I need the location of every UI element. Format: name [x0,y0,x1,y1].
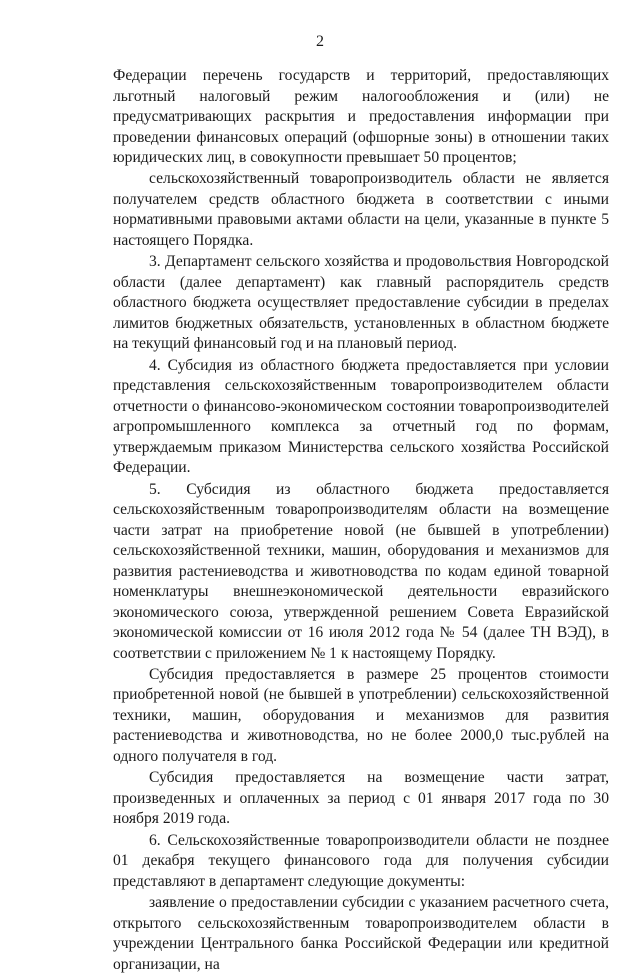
paragraph-application: заявление о предоставлении субсидии с указанием расчетного счета, открытого сельскохозяйственным товаропроизводителем области в учреждении Центрального банка Российской Федерации или кредитной организации, на [113,894,609,973]
paragraph-not-recipient: сельскохозяйственный товаропроизводитель области не является получателем средств областного бюджета в соответствии с иными нормативными правовыми актами области на цели, указанные в пункте 5 настоящего Порядка. [113,170,609,249]
document-body [113,66,609,976]
paragraph-clause-3: 3. Департамент сельского хозяйства и продовольствия Новгородской области (далее департамент) как главный распорядитель средств областного бюджета осуществляет предоставление субсидии в пределах лимитов бюджетных обязательств, установленных в областном бюджете на текущий финансовый год и на плановый период. [113,253,609,353]
paragraph-subsidy-period: Субсидия предоставляется на возмещение части затрат, произведенных и оплаченных за период с 01 января 2017 года по 30 ноября 2019 года. [113,769,609,828]
paragraph-clause-6: 6. Сельскохозяйственные товаропроизводители области не позднее 01 декабря текущего финансового года для получения субсидии представляют в департамент следующие документы: [113,831,609,890]
page-number: 2 [316,33,324,50]
paragraph-offshore-continuation: Федерации перечень государств и территорий, предоставляющих льготный налоговый режим налогообложения и (или) не предусматривающих раскрытия и предоставления информации при проведении финансовых операций (офшорные зоны) в отношении таких юридических лиц, в совокупности превышает 50 процентов; [113,67,609,166]
paragraph-subsidy-amount: Субсидия предоставляется в размере 25 процентов стоимости приобретенной новой (не бывшей в употреблении) сельскохозяйственной техники, машин, оборудования и механизмов для развития растениеводства и животноводства, но не более 2000,0 тыс.рублей на одного получателя в год. [113,665,609,765]
paragraph-clause-5: 5. Субсидия из областного бюджета предоставляется сельскохозяйственным товаропроизводителям области на возмещение части затрат на приобретение новой (не бывшей в употреблении) сельскохозяйственной техники, машин, оборудования и механизмов для развития растениеводства и животноводства по кодам единой товарной номенклатуры внешнеэкономической деятельности евразийского экономического союза, утвержденной решением Совета Евразийской экономической комиссии от 16 июля 2012 года № 54 (далее ТН ВЭД), в соответствии с приложением № 1 к настоящему Порядку. [113,480,609,662]
paragraph-clause-4: 4. Субсидия из областного бюджета предоставляется при условии представления сельскохозяйственным товаропроизводителем области отчетности о финансово-экономическом состоянии товаропроизводителей агропромышленного комплекса за отчетный год по формам, утверждаемым приказом Министерства сельского хозяйства Российской Федерации. [113,356,609,477]
